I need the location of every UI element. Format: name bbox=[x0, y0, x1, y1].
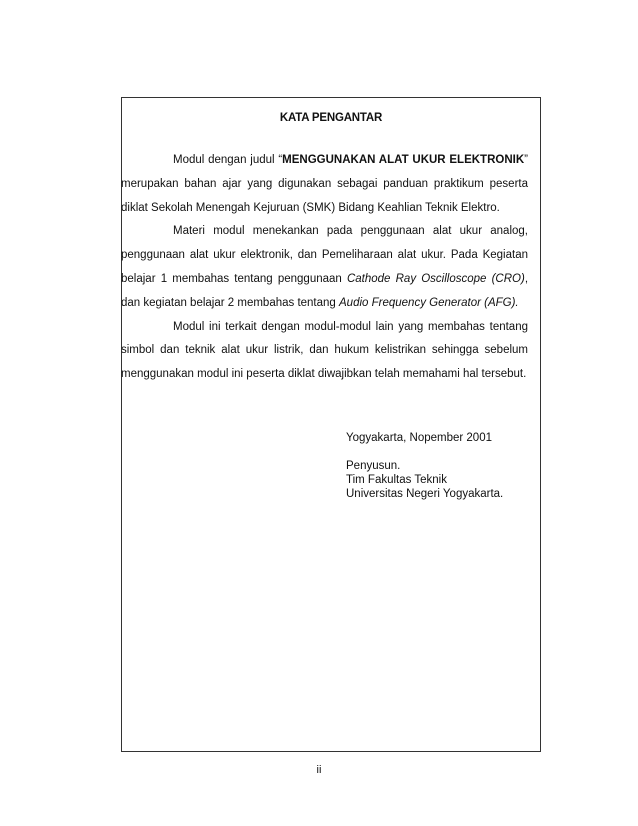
signature-block bbox=[346, 431, 503, 501]
p2-text-2: , dan kegiatan belajar 2 membahas tentang bbox=[121, 272, 529, 309]
paragraph-2 bbox=[121, 220, 528, 315]
paragraph-3: Modul ini terkait dengan modul-modul lain yang membahas tentang simbol dan teknik alat ukur listrik, dan hukum kelistrikan sehingga sebelum menggunakan modul ini peserta diklat diwajibkan telah memahami hal tersebut. bbox=[121, 320, 528, 381]
p1-text-1: Modul dengan judul “ bbox=[173, 154, 283, 166]
p1-text-2: ” merupakan bahan ajar yang digunakan sebagai panduan praktikum peserta diklat Sekolah Menengah Kejuruan (SMK) Bidang Keahlian Teknik Elektro. bbox=[121, 154, 528, 214]
place-date: Yogyakarta, Nopember 2001 bbox=[346, 432, 492, 444]
p1-module-title: MENGGUNAKAN ALAT UKUR ELEKTRONIK bbox=[282, 154, 525, 166]
paragraph-1 bbox=[121, 149, 528, 220]
author-team: Tim Fakultas Teknik bbox=[346, 474, 447, 486]
p2-afg-term: Audio Frequency Generator (AFG). bbox=[339, 296, 519, 309]
page-title: KATA PENGANTAR bbox=[279, 112, 383, 124]
author-role: Penyusun. bbox=[346, 460, 401, 472]
page-number: ii bbox=[316, 764, 322, 776]
p2-cro-term: Cathode Ray Oscilloscope (CRO) bbox=[346, 272, 525, 285]
p2-text-1: Materi modul menekankan pada penggunaan alat ukur analog, penggunaan alat ukur elektronik, dan Pemeliharaan alat ukur. Pada Kegiatan belajar 1 membahas tentang penggunaan bbox=[121, 225, 528, 285]
author-university: Universitas Negeri Yogyakarta. bbox=[346, 488, 504, 500]
body-text bbox=[121, 149, 528, 387]
